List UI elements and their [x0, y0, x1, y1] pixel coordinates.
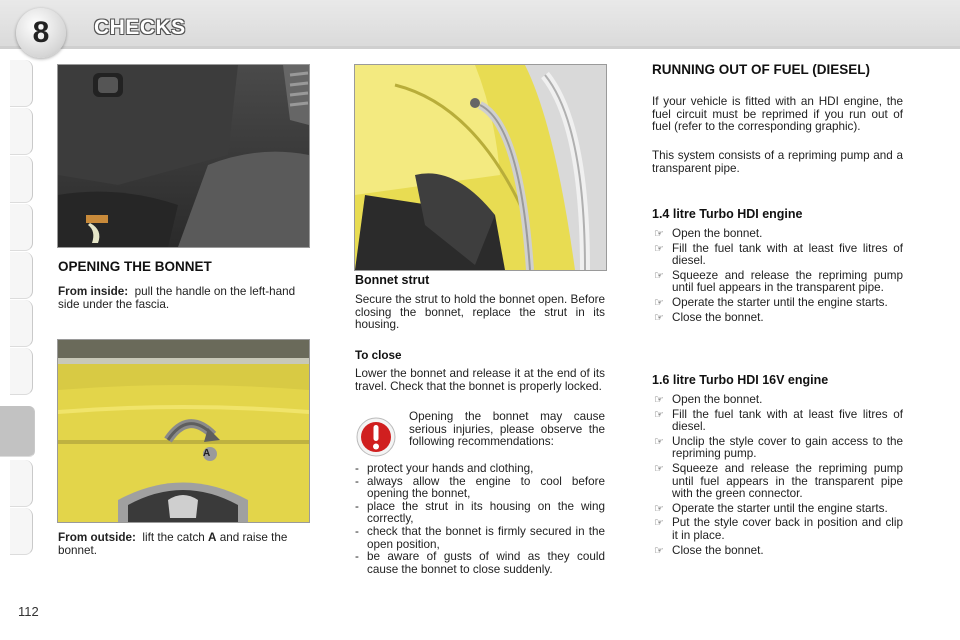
hand-pointer-icon: ☞: [654, 311, 664, 324]
engine1-steps: [652, 228, 903, 324]
chapter-number-badge: 8: [16, 8, 66, 58]
callout-letter-a: A: [203, 448, 211, 459]
warning-exclamation-icon: [356, 417, 396, 457]
step-item: ☞ Unclip the style cover to gain access to the repriming pump.: [654, 434, 903, 461]
step-item: ☞ Fill the fuel tank with at least five litres of diesel.: [654, 241, 903, 268]
from-outside-label: From outside:: [58, 531, 136, 544]
hand-pointer-icon: ☞: [654, 296, 664, 309]
step-item: ☞ Squeeze and release the repriming pump until fuel appears in the transparent pipe.: [654, 268, 903, 295]
bonnet-strut-title: Bonnet strut: [355, 273, 430, 287]
from-outside-paragraph: [58, 532, 309, 557]
step-item: ☞ Put the style cover back in position and clip it in place.: [654, 516, 903, 542]
section-title-opening-bonnet: OPENING THE BONNET: [58, 259, 212, 274]
side-tab[interactable]: [10, 348, 33, 395]
side-tab[interactable]: [10, 204, 33, 251]
engine2-steps: [652, 394, 903, 557]
step-item: ☞ Squeeze and release the repriming pump until fuel appears in the transparent pipe with the green connector.: [654, 461, 903, 501]
side-tab[interactable]: [10, 252, 33, 299]
page-number: 112: [18, 604, 39, 619]
photo-bonnet-strut: [354, 64, 607, 271]
step-item: ☞ Operate the starter until the engine starts.: [654, 295, 888, 309]
hand-pointer-icon: ☞: [654, 435, 664, 448]
step-item: ☞ Operate the starter until the engine starts.: [654, 501, 888, 515]
engine2-title: 1.6 litre Turbo HDI 16V engine: [652, 373, 829, 387]
hand-pointer-icon: ☞: [654, 394, 664, 406]
photo-interior-bonnet-release: [57, 64, 310, 248]
from-outside-text-1: lift the catch: [142, 531, 205, 544]
hand-pointer-icon: ☞: [654, 544, 664, 557]
side-tab[interactable]: [10, 156, 33, 203]
warning-item: - check that the bonnet is firmly secured in the open position,: [355, 526, 605, 551]
hand-pointer-icon: ☞: [654, 462, 664, 475]
hand-pointer-icon: ☞: [654, 502, 664, 515]
hand-pointer-icon: ☞: [654, 408, 664, 421]
from-inside-text: pull the handle on the left-hand side under the fascia.: [58, 285, 296, 311]
catch-letter: A: [208, 531, 217, 544]
side-tab-active-checks[interactable]: [0, 406, 35, 457]
hand-pointer-icon: ☞: [654, 517, 664, 530]
step-item: ☞ Open the bonnet.: [654, 393, 763, 406]
step-item: ☞ Open the bonnet.: [654, 227, 763, 240]
from-inside-paragraph: [58, 286, 309, 311]
hand-pointer-icon: ☞: [654, 242, 664, 255]
hand-pointer-icon: ☞: [654, 269, 664, 282]
hand-pointer-icon: ☞: [654, 228, 664, 240]
header-underline: [0, 46, 960, 49]
step-item: ☞ Fill the fuel tank with at least five litres of diesel.: [654, 407, 903, 434]
warning-item: - protect your hands and clothing,: [355, 463, 605, 476]
side-tab[interactable]: [10, 508, 33, 555]
fuel-intro-1: If your vehicle is fitted with an HDI engine, the fuel circuit must be reprimed if you run out of fuel (refer to the corresponding graphic).: [652, 95, 903, 134]
chapter-title: CHECKS: [94, 16, 186, 39]
to-close-text: Lower the bonnet and release it at the end of its travel. Check that the bonnet is properly locked.: [355, 367, 605, 393]
from-inside-label: From inside:: [58, 285, 129, 298]
side-tab[interactable]: [10, 300, 33, 347]
from-outside-text-2: and raise the bonnet.: [58, 531, 288, 557]
warning-list: [355, 463, 605, 576]
to-close-title: To close: [355, 349, 402, 362]
bonnet-strut-text: Secure the strut to hold the bonnet open. Before closing the bonnet, replace the strut in its housing.: [355, 293, 605, 332]
warning-intro: Opening the bonnet may cause serious injuries, please observe the following recommendations:: [409, 410, 605, 449]
warning-item: - always allow the engine to cool before opening the bonnet,: [355, 476, 605, 501]
step-item: ☞ Close the bonnet.: [654, 310, 764, 324]
side-tab[interactable]: [10, 108, 33, 155]
side-tab[interactable]: [10, 60, 33, 107]
engine1-title: 1.4 litre Turbo HDI engine: [652, 207, 803, 221]
fuel-intro-2: This system consists of a repriming pump and a transparent pipe.: [652, 149, 903, 175]
side-tab[interactable]: [10, 460, 33, 507]
step-item: ☞ Close the bonnet.: [654, 543, 764, 557]
warning-item: - be aware of gusts of wind as they could cause the bonnet to close suddenly.: [355, 551, 605, 576]
photo-exterior-bonnet-catch: [57, 339, 310, 523]
running-out-of-fuel-title: RUNNING OUT OF FUEL (DIESEL): [652, 62, 870, 77]
warning-item: - place the strut in its housing on the wing correctly,: [355, 501, 605, 526]
chapter-side-tabs: [0, 60, 34, 580]
